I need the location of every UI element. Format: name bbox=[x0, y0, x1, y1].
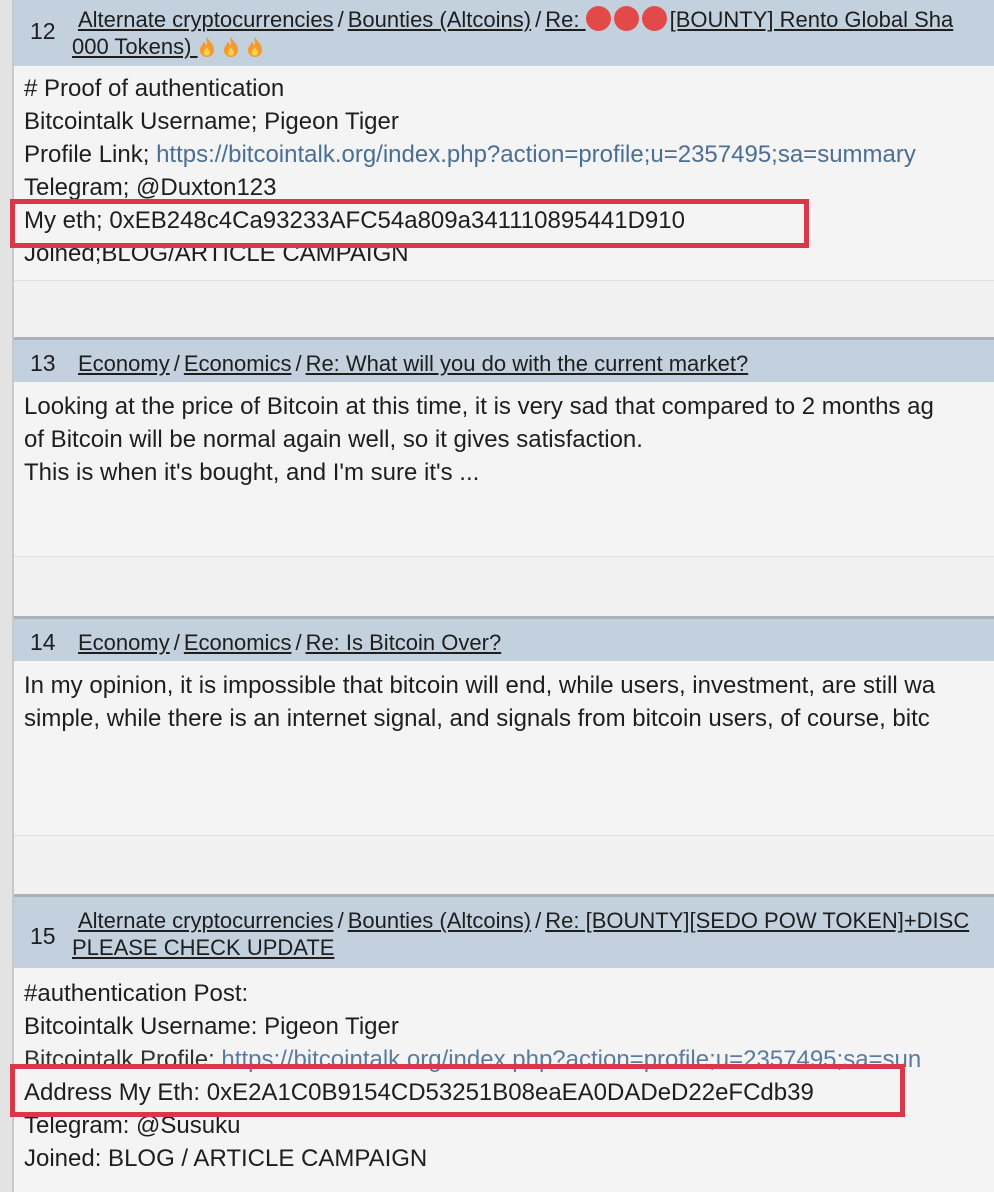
post-header bbox=[14, 894, 994, 968]
post-header bbox=[14, 0, 994, 66]
breadcrumb-separator: / bbox=[295, 630, 302, 655]
breadcrumb bbox=[78, 350, 994, 377]
board-link[interactable]: Economy bbox=[78, 351, 170, 376]
child-board-link[interactable]: Bounties (Altcoins) bbox=[347, 908, 532, 933]
post-header bbox=[14, 337, 994, 382]
breadcrumb bbox=[72, 6, 994, 60]
post-line: Bitcointalk Username: Pigeon Tiger bbox=[24, 1013, 399, 1040]
post-line: Telegram: @Susuku bbox=[24, 1112, 241, 1139]
post-line: Profile Link; https://bitcointalk.org/index.php?action=profile;u=2357495;sa=summary bbox=[24, 141, 916, 168]
post-line: simple, while there is an internet signal, and signals from bitcoin users, of course, bitc bbox=[24, 705, 930, 732]
topic-link[interactable]: Re: [BOUNTY] Rento Global Sha bbox=[545, 7, 954, 32]
post-body bbox=[14, 382, 994, 556]
breadcrumb-separator: / bbox=[337, 7, 344, 32]
fire-icon bbox=[198, 36, 216, 58]
profile-link[interactable]: https://bitcointalk.org/index.php?action=profile;u=2357495;sa=sun bbox=[221, 1046, 922, 1073]
breadcrumb-separator: / bbox=[535, 908, 542, 933]
breadcrumb bbox=[72, 907, 994, 961]
post-line: #authentication Post: bbox=[24, 980, 249, 1007]
topic-link[interactable]: Re: [BOUNTY][SEDO POW TOKEN]+DISC bbox=[545, 908, 970, 933]
child-board-link[interactable]: Economics bbox=[183, 630, 292, 655]
red-circle-icon bbox=[642, 6, 667, 31]
breadcrumb-separator: / bbox=[295, 351, 302, 376]
highlight-box bbox=[10, 199, 809, 248]
post-line: Joined: BLOG / ARTICLE CAMPAIGN bbox=[24, 1145, 428, 1172]
profile-link[interactable]: https://bitcointalk.org/index.php?action=profile;u=2357495;sa=summary bbox=[156, 141, 916, 168]
topic-link-continued[interactable]: PLEASE CHECK UPDATE bbox=[72, 935, 335, 960]
highlight-box bbox=[10, 1064, 905, 1117]
post-line: Joined;BLOG/ARTICLE CAMPAIGN bbox=[24, 240, 409, 267]
fire-icon bbox=[246, 36, 264, 58]
topic-link-continued[interactable]: 000 Tokens) bbox=[72, 33, 994, 60]
post-line: of Bitcoin will be normal again well, so it gives satisfaction. bbox=[24, 426, 643, 453]
breadcrumb-separator: / bbox=[337, 908, 344, 933]
post-line: This is when it's bought, and I'm sure it's ... bbox=[24, 459, 480, 486]
board-link[interactable]: Economy bbox=[78, 630, 170, 655]
red-circle-icon bbox=[586, 6, 611, 31]
board-link[interactable]: Alternate cryptocurrencies bbox=[78, 908, 334, 933]
post-header bbox=[14, 616, 994, 661]
search-result-13 bbox=[14, 337, 994, 616]
breadcrumb bbox=[78, 629, 994, 656]
result-number: 12 bbox=[30, 18, 56, 44]
left-scroll-gutter bbox=[0, 0, 14, 1192]
post-footer bbox=[14, 835, 994, 895]
post-footer bbox=[14, 280, 994, 339]
post-line: Telegram; @Duxton123 bbox=[24, 174, 277, 201]
result-number: 15 bbox=[30, 923, 56, 949]
post-line: Looking at the price of Bitcoin at this time, it is very sad that compared to 2 months ag bbox=[24, 393, 934, 420]
eth-address-line: Address My Eth: 0xE2A1C0B9154CD53251B08eaEA0DADeD22eFCdb39 bbox=[24, 1079, 814, 1106]
search-result-15 bbox=[14, 894, 994, 1183]
post-line: In my opinion, it is impossible that bitcoin will end, while users, investment, are still wa bbox=[24, 672, 936, 699]
breadcrumb-separator: / bbox=[173, 630, 180, 655]
red-circle-icon bbox=[614, 6, 639, 31]
board-link[interactable]: Alternate cryptocurrencies bbox=[78, 7, 334, 32]
child-board-link[interactable]: Economics bbox=[183, 351, 292, 376]
child-board-link[interactable]: Bounties (Altcoins) bbox=[347, 7, 532, 32]
breadcrumb-separator: / bbox=[535, 7, 542, 32]
post-body bbox=[14, 661, 994, 835]
post-line: # Proof of authentication bbox=[24, 75, 285, 102]
topic-link[interactable]: Re: What will you do with the current market? bbox=[305, 351, 749, 376]
result-number: 14 bbox=[30, 629, 56, 655]
post-line: Bitcointalk Profile: https://bitcointalk.org/index.php?action=profile;u=2357495;sa=sun bbox=[24, 1046, 922, 1073]
result-number: 13 bbox=[30, 350, 56, 376]
topic-link[interactable]: Re: Is Bitcoin Over? bbox=[305, 630, 502, 655]
eth-address-line: My eth; 0xEB248c4Ca93233AFC54a809a341110895441D910 bbox=[24, 207, 685, 234]
breadcrumb-separator: / bbox=[173, 351, 180, 376]
search-result-14 bbox=[14, 616, 994, 895]
search-result-12 bbox=[14, 0, 994, 339]
post-line: Bitcointalk Username; Pigeon Tiger bbox=[24, 108, 399, 135]
fire-icon bbox=[222, 36, 240, 58]
post-footer bbox=[14, 556, 994, 616]
